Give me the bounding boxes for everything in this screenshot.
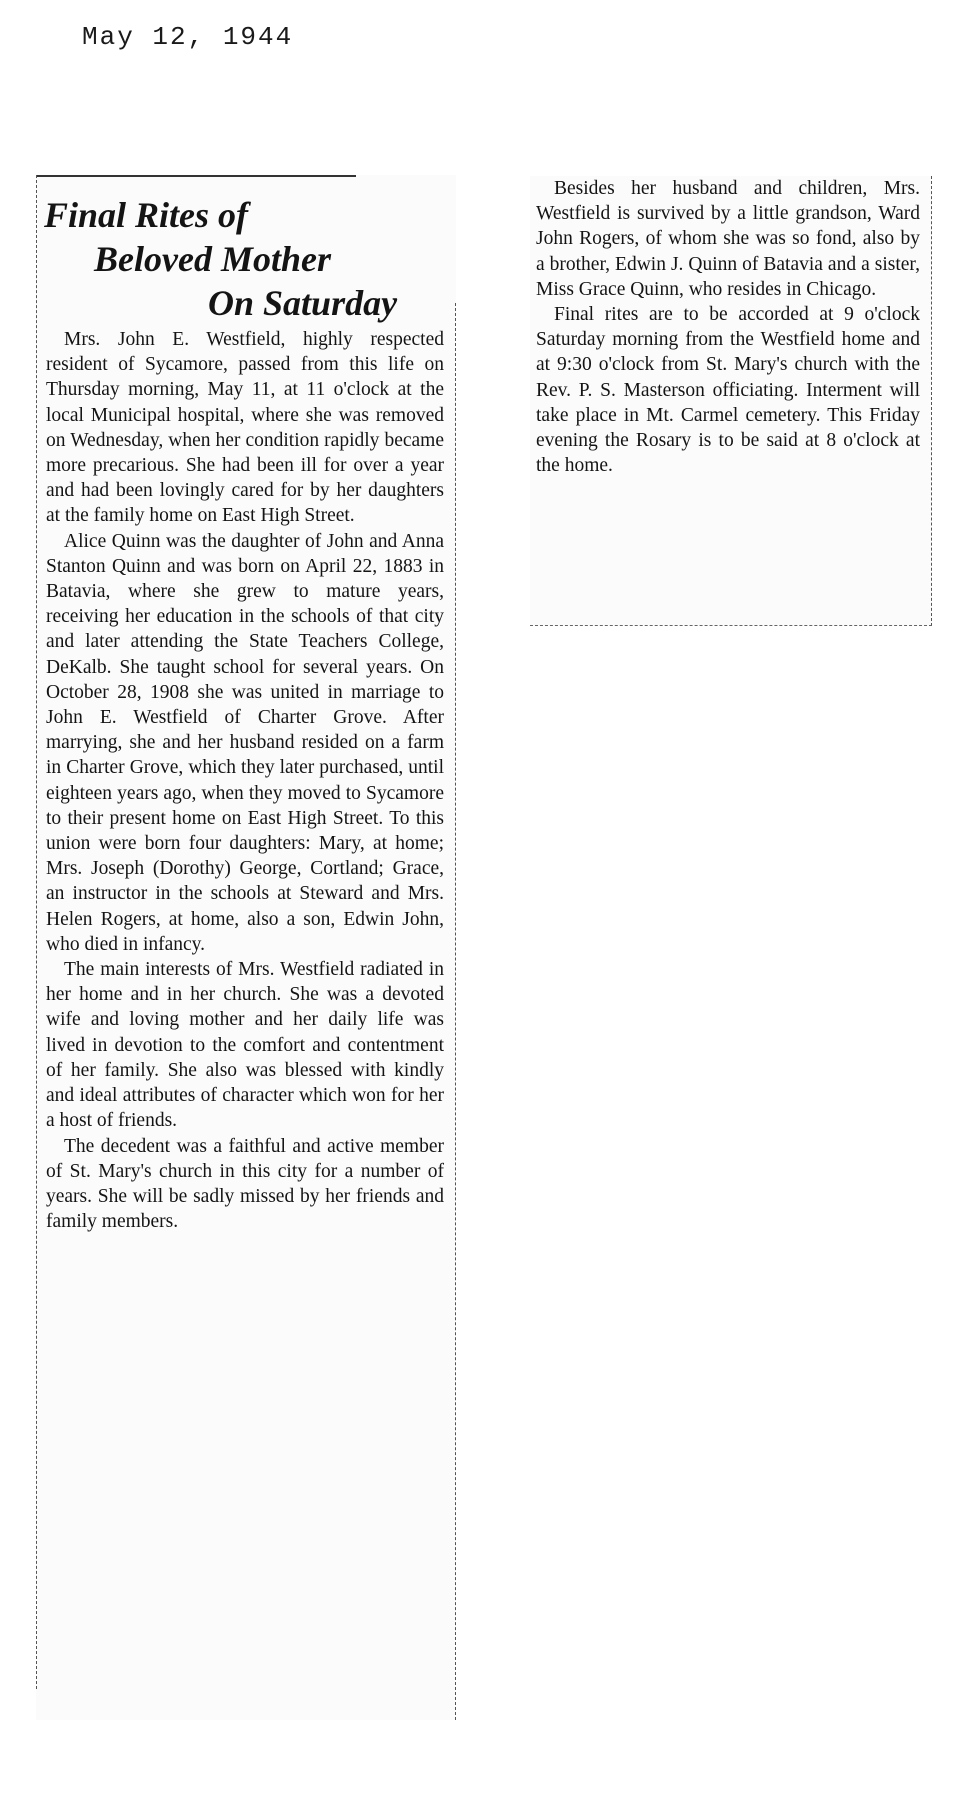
right-border bbox=[931, 176, 932, 626]
article-column-right bbox=[530, 176, 932, 626]
article-body-left bbox=[46, 327, 444, 1234]
article-column-left bbox=[36, 175, 456, 1720]
paragraph: Besides her husband and children, Mrs. Westfield is survived by a little grandson, Ward John Rogers, of whom she was so fond, also by a brother, Edwin J. Quinn of Batavia and a sister, Miss Grace Quinn, who resides in Chicago. bbox=[536, 178, 920, 300]
top-rule bbox=[36, 175, 356, 177]
paragraph: Alice Quinn was the daughter of John and Anna Stanton Quinn and was born on April 22, 1883 in Batavia, where she grew to mature years, receiving her education in the schools of that city and later attending the State Teachers College, DeKalb. She taught school for several years. On October 28, 1908 she was united in marriage to John E. Westfield of Charter Grove. After marrying, she and her husband resided on a farm in Charter Grove, which they later purchased, until eighteen years ago, when they moved to Sycamore to their present home on East High Street. To this union were born four daughters: Mary, at home; Mrs. Joseph (Dorothy) George, Cortland; Grace, an instructor in the schools at Steward and Mrs. Helen Rogers, at home, also a son, Edwin John, who died in infancy. bbox=[46, 530, 444, 955]
right-border bbox=[455, 303, 456, 1720]
article-body-right bbox=[536, 176, 920, 478]
bottom-rule bbox=[530, 625, 932, 626]
paragraph: Mrs. John E. Westfield, highly respected resident of Sycamore, passed from this life on Thursday morning, May 11, at 11 o'clock at the local Municipal hospital, where she was removed on Wednesday, when her condition rapidly became more precarious. She had been ill for over a year and had been lovingly cared for by her daughters at the family home on East High Street. bbox=[46, 329, 444, 527]
paragraph: The decedent was a faithful and active member of St. Mary's church in this city for a number of years. She will be sadly missed by her friends and family members. bbox=[46, 1135, 444, 1233]
headline-line-3: On Saturday bbox=[208, 283, 398, 323]
left-border bbox=[36, 175, 37, 1689]
headline-line-2: Beloved Mother bbox=[94, 239, 331, 279]
clipping-date: May 12, 1944 bbox=[82, 22, 294, 52]
paragraph: Final rites are to be accorded at 9 o'clock Saturday morning from the Westfield home and at 9:30 o'clock from St. Mary's church with the Rev. P. S. Masterson officiating. Interment will take place in Mt. Carmel cemetery. This Friday evening the Rosary is to be said at 8 o'clock at the home. bbox=[536, 304, 920, 477]
article-headline bbox=[36, 189, 456, 323]
paragraph: The main interests of Mrs. Westfield radiated in her home and in her church. She was a devoted wife and loving mother and her daily life was lived in devotion to the comfort and contentment of her family. She also was blessed with kindly and ideal attributes of character which won for her a host of friends. bbox=[46, 959, 444, 1132]
headline-line-1: Final Rites of bbox=[44, 195, 249, 235]
